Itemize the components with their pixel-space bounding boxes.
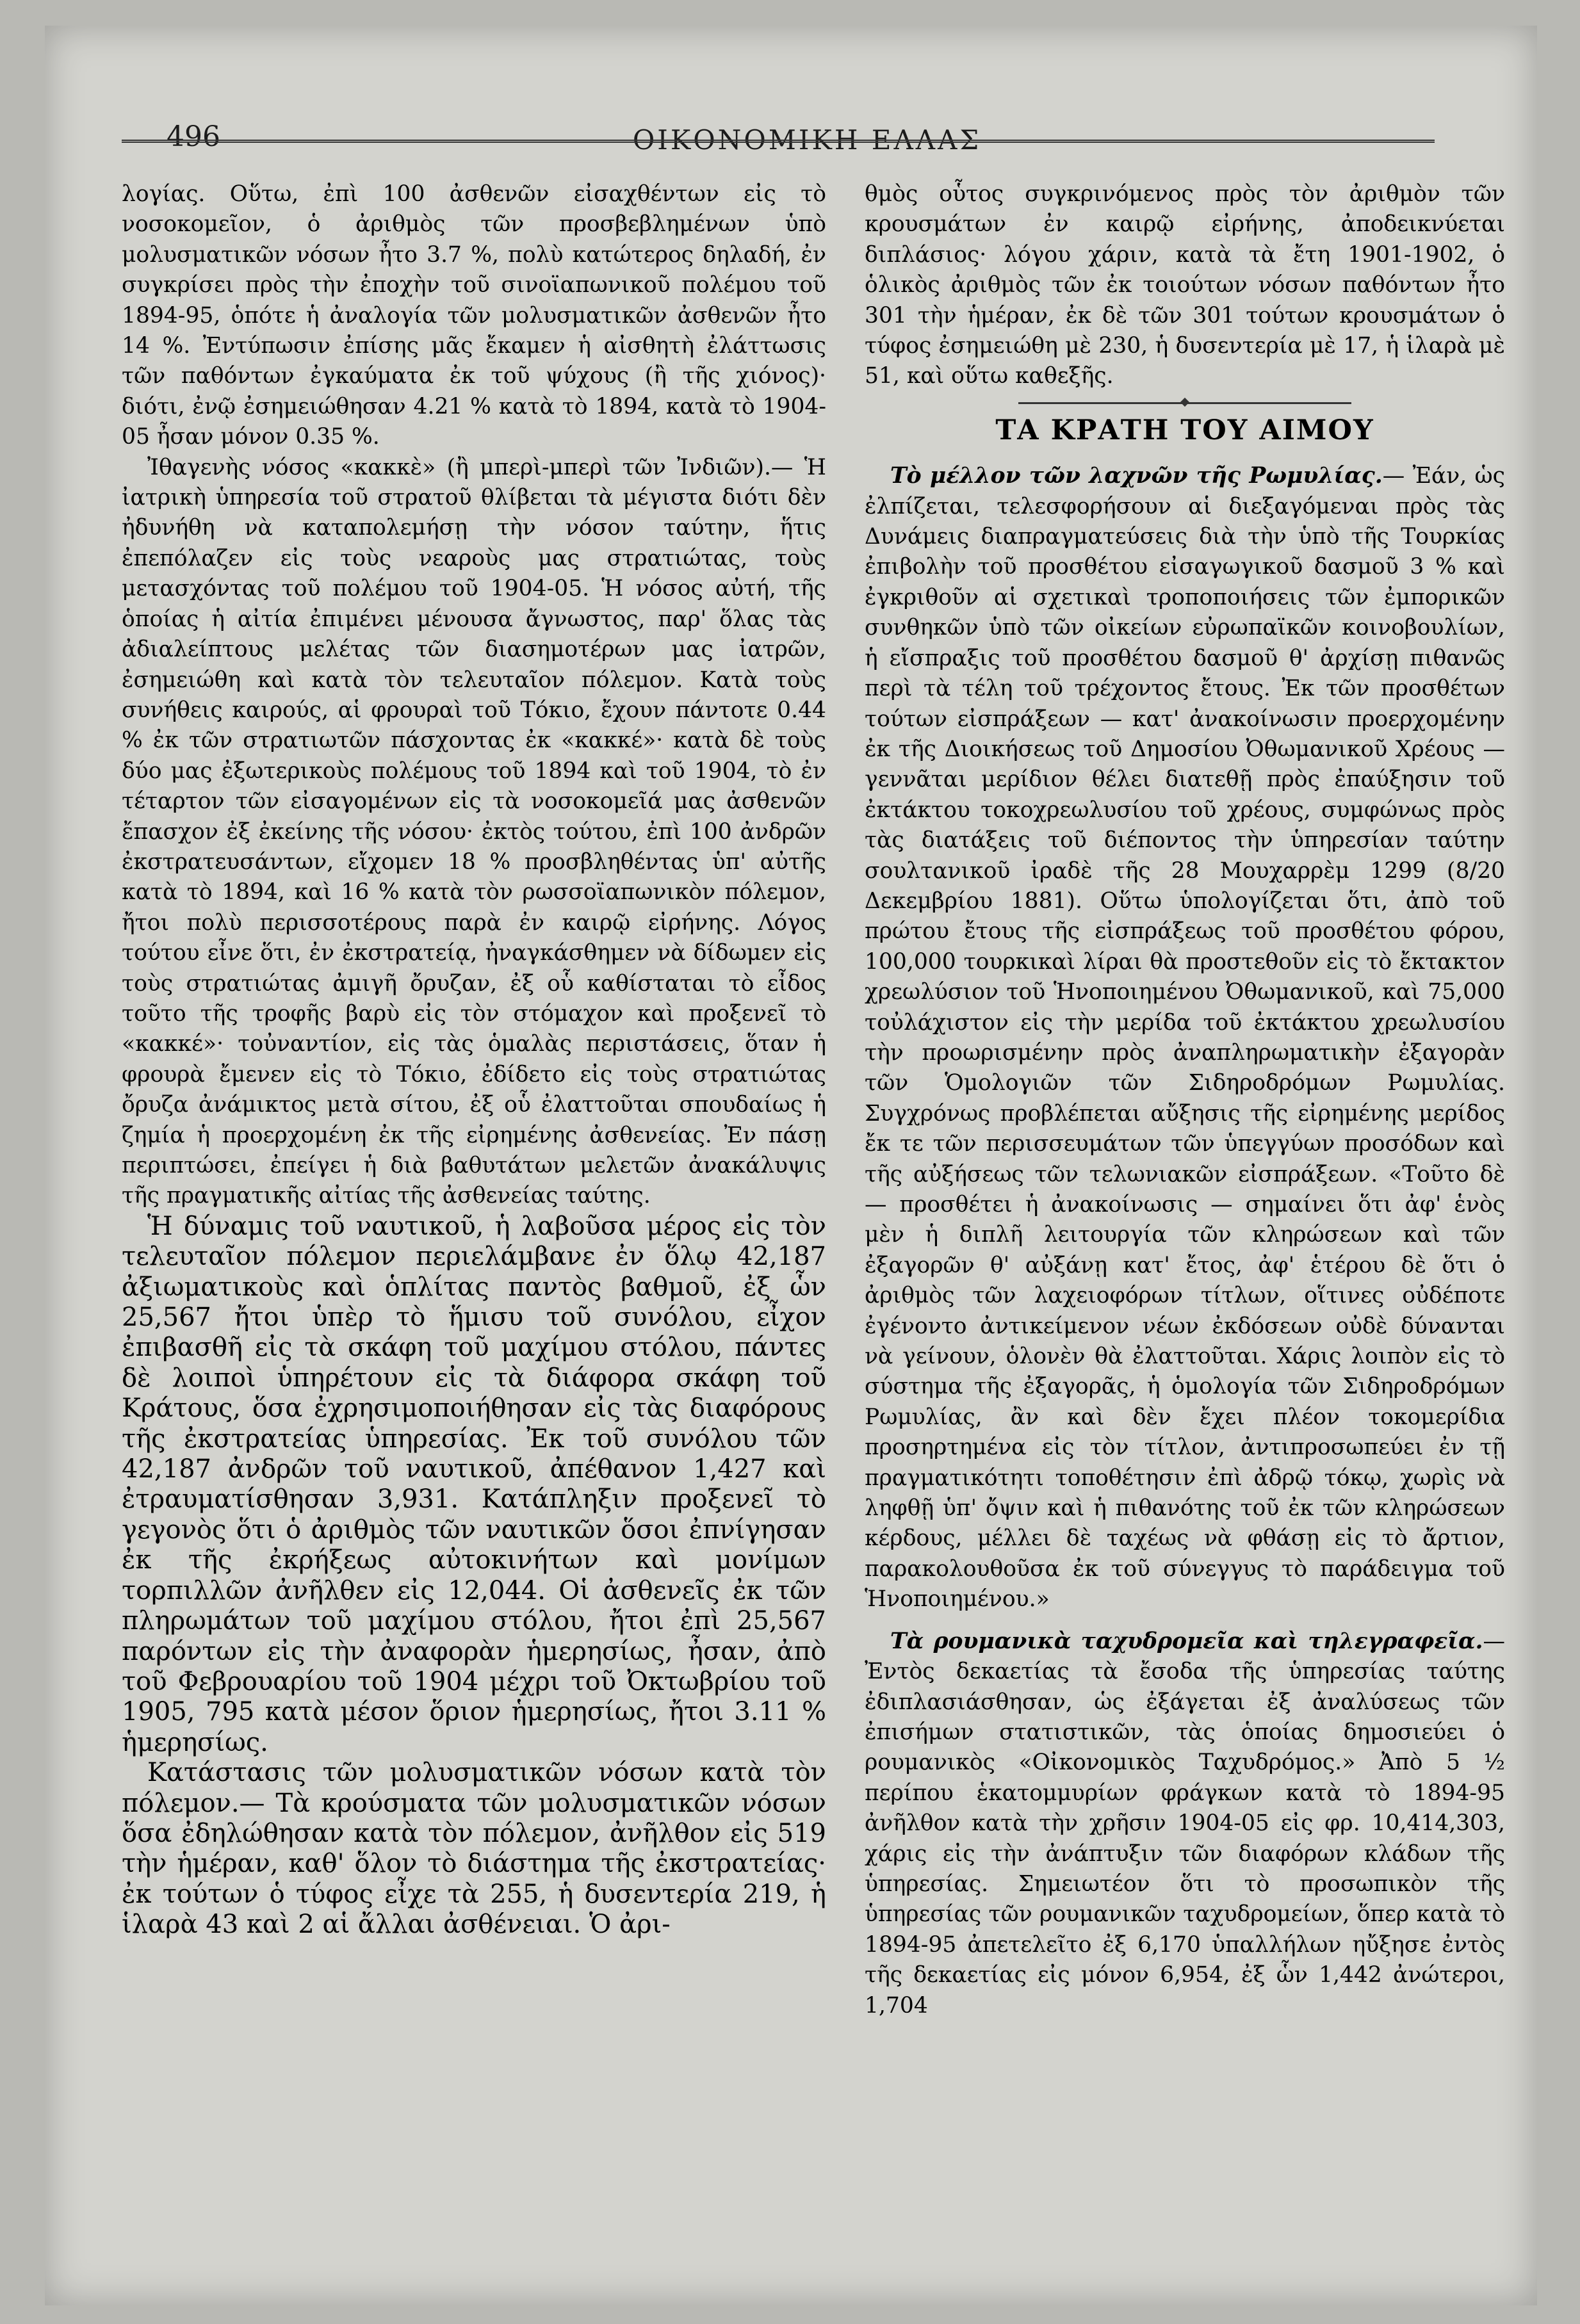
right-column <box>865 179 1505 2021</box>
paragraph: Κατάστασις τῶν μολυσματικῶν νόσων κατὰ τὸν πόλεμον.— Τὰ κρούσματα τῶν μολυσματικῶν νόσων ὅσα ἐδηλώθησαν κατὰ τὸν πόλεμον, ἀνῆλθον εἰς 519 τὴν ἡμέραν, καθ' ὅλον τὸ διάστημα τῆς ἐκστρατείας· ἐκ τούτων ὁ τύφος εἶχε τὰ 255, ἡ δυσεντερία 219, ἡ ἱλαρὰ 43 καὶ 2 αἱ ἄλλαι ἀσθένειαι. Ὁ ἀρι- <box>122 1758 826 1940</box>
paragraph <box>865 1627 1505 2021</box>
paragraph <box>865 461 1505 1614</box>
section-divider <box>1018 402 1351 404</box>
run-in-heading: Τὰ ρουμανικὰ ταχυδρομεῖα καὶ τηλεγραφεῖα. <box>890 1628 1483 1654</box>
paragraph: θμὸς οὗτος συγκρινόμενος πρὸς τὸν ἀριθμὸν τῶν κρουσμάτων ἐν καιρῷ εἰρήνης, ἀποδεικνύεται διπλάσιος· λόγου χάριν, κατὰ τὰ ἔτη 1901-1902, ὁ ὁλικὸς ἀριθμὸς τῶν ἐκ τοιούτων νόσων παθόντων ἦτο 301 τὴν ἡμέραν, ἐκ δὲ τῶν 301 τούτων κρουσμάτων ὁ τύφος ἐσημειώθη μὲ 230, ἡ δυσεντερία μὲ 17, ἡ ἱλαρὰ μὲ 51, καὶ οὕτω καθεξῆς. <box>865 181 1505 389</box>
paragraph-text: — Ἐάν, ὡς ἐλπίζεται, τελεσφορήσουν αἱ διεξαγόμεναι πρὸς τὰς Δυνάμεις διαπραγματεύσεις διὰ τὴν ὑπὸ τῆς Τουρκίας ἐπιβολὴν τοῦ προσθέτου εἰσαγωγικοῦ δασμοῦ 3 % καὶ ἐγκριθοῦν αἱ σχετικαὶ τροποποιήσεις τῶν ἐμπορικῶν συνθηκῶν ὑπὸ τῶν οἰκείων εὐρωπαϊκῶν κοινοβουλίων, ἡ εἴσπραξις τοῦ προσθέτου δασμοῦ θ' ἀρχίσῃ πιθανῶς περὶ τὰ τέλη τοῦ τρέχοντος ἔτους. Ἐκ τῶν προσθέτων τούτων εἰσπράξεων — κατ' ἀνακοίνωσιν προερχομένην ἐκ τῆς Διοικήσεως τοῦ Δημοσίου Ὀθωμανικοῦ Χρέους — γεννᾶται μερίδιον θέλει διατεθῇ πρὸς ἐπαύξησιν τοῦ ἐκτάκτου τοκοχρεωλυσίου τοῦ χρέους, συμφώνως πρὸς τὰς διατάξεις τοῦ διέποντος τὴν ὑπηρεσίαν ταύτην σουλτανικοῦ ἰραδὲ τῆς 28 Μουχαρρὲμ 1299 (8/20 Δεκεμβρίου 1881). Οὕτω ὑπολογίζεται ὅτι, ἀπὸ τοῦ πρώτου ἔτους τῆς εἰσπράξεως τοῦ προσθέτου φόρου, 100,000 τουρκικαὶ λίραι θὰ προστεθοῦν εἰς τὸ ἔκτακτον χρεωλύσιον τοῦ Ἡνοποιημένου Ὀθωμανικοῦ, καὶ 75,000 τοὐλάχιστον εἰς τὴν μερίδα τοῦ ἐκτάκτου χρεωλυσίου τὴν προωρισμένην πρὸς ἀναπληρωματικὴν ἐξαγορὰν τῶν Ὁμολογιῶν τῶν Σιδηροδρόμων Ρωμυλίας. Συγχρόνως προβλέπεται αὔξησις τῆς εἰρημένης μερίδος ἔκ τε τῶν περισσευμάτων τῶν ὑπεγγύων προσόδων καὶ τῆς αὐξήσεως τῶν τελωνιακῶν εἰσπράξεων. «Τοῦτο δὲ — προσθέτει ἡ ἀνακοίνωσις — σημαίνει ὅτι ἀφ' ἑνὸς μὲν ἡ διπλῆ λειτουργία τῶν κληρώσεων καὶ τῶν ἐξαγορῶν θ' αὐξάνῃ κατ' ἔτος, ἀφ' ἑτέρου δὲ ὅτι ὁ ἀριθμὸς τῶν λαχειοφόρων τίτλων, οἵτινες οὐδέποτε ἐγένοντο ἀντικείμενον νέων ἐκδόσεων οὐδὲ δύνανται νὰ γείνουν, ὁλονὲν θὰ ἐλαττοῦται. Χάρις λοιπὸν εἰς τὸ σύστημα τῆς ἐξαγορᾶς, ἡ ὁμολογία τῶν Σιδηροδρόμων Ρωμυλίας, ἂν καὶ δὲν ἔχει πλέον τοκομερίδια προσηρτημένα εἰς τὸν τίτλον, ἀντιπροσωπεύει ἐν τῇ πραγματικότητι τοποθέτησιν ἐπὶ ἀδρῷ τόκῳ, χωρὶς νὰ ληφθῇ ὑπ' ὄψιν καὶ ἡ πιθανότης τοῦ ἐκ τῶν κληρώσεων κέρδους, μέλλει δὲ ταχέως νὰ φθάσῃ εἰς τὸ ἄρτιον, παρακολουθοῦσα ἐκ τοῦ σύνεγγυς τὸ παράδειγμα τοῦ Ἡνοποιημένου.» <box>865 463 1505 1613</box>
paragraph-text: — Ἐντὸς δεκαετίας τὰ ἔσοδα τῆς ὑπηρεσίας ταύτης ἐδιπλασιάσθησαν, ὡς ἐξάγεται ἐξ ἀναλύσεως τῶν ἐπισήμων στατιστικῶν, τὰς ὁποίας δημοσιεύει ὁ ρουμανικὸς «Οἰκονομικὸς Ταχυδρόμος.» Ἀπὸ 5 ½ περίπου ἑκατομμυρίων φράγκων κατὰ τὸ 1894-95 ἀνῆλθον κατὰ τὴν χρῆσιν 1904-05 εἰς φρ. 10,414,303, χάρις εἰς τὴν ἀνάπτυξιν τῶν διαφόρων κλάδων τῆς ὑπηρεσίας. Σημειωτέον ὅτι τὸ προσωπικὸν τῆς ὑπηρεσίας τῶν ρουμανικῶν ταχυδρομείων, ὅπερ κατὰ τὸ 1894-95 ἀπετελεῖτο ἐξ 6,170 ὑπαλλήλων ηὔξησε ἐντὸς τῆς δεκαετίας εἰς μόνον 6,954, ἐξ ὧν 1,442 ἀνώτεροι, 1,704 <box>865 1628 1505 2019</box>
page-header <box>167 102 1447 160</box>
paragraph: λογίας. Οὕτω, ἐπὶ 100 ἀσθενῶν εἰσαχθέντων εἰς τὸ νοσοκομεῖον, ὁ ἀριθμὸς τῶν προσβεβλημένων ὑπὸ μολυσματικῶν νόσων ἦτο 3.7 %, πολὺ κατώτερος δηλαδή, ἐν συγκρίσει πρὸς τὴν ἐποχὴν τοῦ σινοϊαπωνικοῦ πολέμου τοῦ 1894-95, ὁπότε ἡ ἀναλογία τῶν μολυσματικῶν ἀσθενῶν ἦτο 14 %. Ἐντύπωσιν ἐπίσης μᾶς ἔκαμεν ἡ αἰσθητὴ ἐλάττωσις τῶν παθόντων ἐγκαύματα ἐκ τοῦ ψύχους (ἢ τῆς χιόνος)· διότι, ἐνῷ ἐσημειώθησαν 4.21 % κατὰ τὸ 1894, κατὰ τὸ 1904-05 ἦσαν μόνον 0.35 %. <box>122 181 826 450</box>
page-number: 496 <box>167 120 220 153</box>
section-heading: ΤΑ ΚΡΑΤΗ ΤΟΥ ΑΙΜΟΥ <box>995 414 1374 446</box>
paragraph: Ἡ δύναμις τοῦ ναυτικοῦ, ἡ λαβοῦσα μέρος εἰς τὸν τελευταῖον πόλεμον περιελάμβανε ἐν ὅλῳ 42,187 ἀξιωματικοὺς καὶ ὁπλίτας παντὸς βαθμοῦ, ἐξ ὧν 25,567 ἤτοι ὑπὲρ τὸ ἥμισυ τοῦ συνόλου, εἶχον ἐπιβασθῆ εἰς τὰ σκάφη τοῦ μαχίμου στόλου, πάντες δὲ λοιποὶ ὑπηρέτουν εἰς τὰ διάφορα σκάφη τοῦ Κράτους, ὅσα ἐχρησιμοποιήθησαν εἰς τὰς διαφόρους τῆς ἐκστρατείας ὑπηρεσίας. Ἐκ τοῦ συνόλου τῶν 42,187 ἀνδρῶν τοῦ ναυτικοῦ, ἀπέθανον 1,427 καὶ ἐτραυματίσθησαν 3,931. Κατάπληξιν προξενεῖ τὸ γεγονὸς ὅτι ὁ ἀριθμὸς τῶν ναυτικῶν ὅσοι ἐπνίγησαν ἐκ τῆς ἐκρήξεως αὐτοκινήτων καὶ μονίμων τορπιλλῶν ἀνῆλθεν εἰς 12,044. Οἱ ἀσθενεῖς ἐκ τῶν πληρωμάτων τοῦ μαχίμου στόλου, ἤτοι ἐπὶ 25,567 παρόντων εἰς τὴν ἀναφορὰν ἡμερησίως, ἦσαν, ἀπὸ τοῦ Φεβρουαρίου τοῦ 1904 μέχρι τοῦ Ὀκτωβρίου τοῦ 1905, 795 κατὰ μέσον ὅριον ἡμερησίως, ἤτοι 3.11 % ἡμερησίως. <box>122 1211 826 1757</box>
paragraph: Ἰθαγενὴς νόσος «κακκὲ» (ἢ μπερὶ-μπερὶ τῶν Ἰνδιῶν).— Ἡ ἰατρικὴ ὑπηρεσία τοῦ στρατοῦ θλίβεται τὰ μέγιστα διότι δὲν ἠδυνήθη νὰ καταπολεμήσῃ τὴν νόσον ταύτην, ἥτις ἐπεπόλαζεν εἰς τοὺς νεαροὺς μας στρατιώτας, τοὺς μετασχόντας τοῦ πολέμου τοῦ 1904-05. Ἡ νόσος αὐτή, τῆς ὁποίας ἡ αἰτία ἐπιμένει μένουσα ἄγνωστος, παρ' ὅλας τὰς ἀδιαλείπτους μελέτας τῶν διασημοτέρων μας ἰατρῶν, ἐσημειώθη καὶ κατὰ τὸν τελευταῖον πόλεμον. Κατὰ τοὺς συνήθεις καιρούς, αἱ φρουραὶ τοῦ Τόκιο, ἔχουν πάντοτε 0.44 % ἐκ τῶν στρατιωτῶν πάσχοντας ἐκ «κακκέ»· κατὰ δὲ τοὺς δύο μας ἐξωτερικοὺς πολέμους τοῦ 1894 καὶ τοῦ 1904, τὸ ἐν τέταρτον τῶν εἰσαγομένων εἰς τὰ νοσοκομεῖά μας ἀσθενῶν ἔπασχον ἐξ ἐκείνης τῆς νόσου· ἐκτὸς τούτου, ἐπὶ 100 ἀνδρῶν ἐκστρατευσάντων, εἴχομεν 18 % προσβληθέντας ὑπ' αὐτῆς κατὰ τὸ 1894, καὶ 16 % κατὰ τὸν ρωσσοϊαπωνικὸν πόλεμον, ἤτοι πολὺ περισσοτέρους παρὰ ἐν καιρῷ εἰρήνης. Λόγος τούτου εἶνε ὅτι, ἐν ἐκστρατείᾳ, ἠναγκάσθημεν νὰ δίδωμεν εἰς τοὺς στρατιώτας ἀμιγῆ ὄρυζαν, ἐξ οὗ καθίσταται τὸ εἶδος τοῦτο τῆς τροφῆς βαρὺ εἰς τὸν στόμαχον καὶ προξενεῖ τὸ «κακκέ»· τοὐναντίον, εἰς τὰς ὁμαλὰς περιστάσεις, ὅταν ἡ φρουρὰ ἔμενεν εἰς τὸ Τόκιο, ἐδίδετο εἰς τοὺς στρατιώτας ὄρυζα ἀνάμικτος μετὰ σίτου, ἐξ οὗ ἐλαττοῦται σπουδαίως ἡ ζημία ἡ προερχομένη ἐκ τῆς εἰρημένης ἀσθενείας. Ἐν πάσῃ περιπτώσει, ἐπείγει ἡ διὰ βαθυτάτων μελετῶν ἀνακάλυψις τῆς πραγματικῆς αἰτίας τῆς ἀσθενείας ταύτης. <box>122 454 826 1209</box>
left-column <box>122 179 826 1940</box>
run-in-heading: Τὸ μέλλον τῶν λαχνῶν τῆς Ρωμυλίας. <box>890 463 1383 489</box>
header-rule <box>122 140 1435 143</box>
running-title: ΟΙΚΟΝΟΜΙΚΗ ΕΛΛΑΣ <box>632 124 982 156</box>
